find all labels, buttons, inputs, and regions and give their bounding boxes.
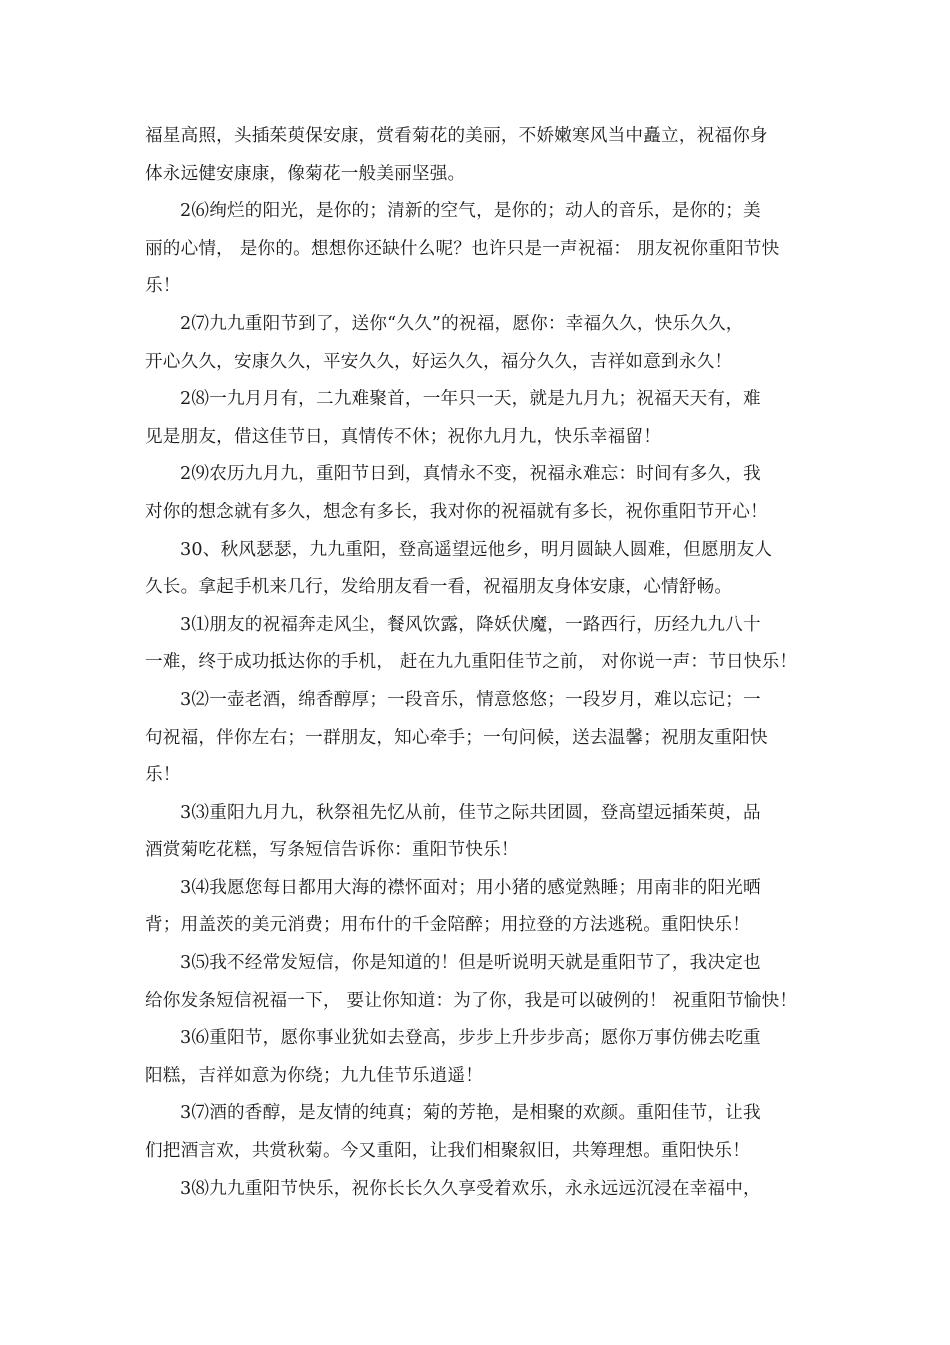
text-line: 丽的心情， 是你的。想想你还缺什么呢？也许只是一声祝福： 朋友祝你重阳节快 (145, 238, 780, 259)
text-line: 福星高照，头插茱萸保安康，赏看菊花的美丽，不娇嫩寒风当中矗立，祝福你身 (145, 126, 768, 146)
text-line: 酒赏菊吃花糕，写条短信告诉你：重阳节快乐！ (145, 840, 519, 861)
text-line: 给你发条短信祝福一下， 要让你知道：为了你，我是可以破例的！ 祝重阳节愉快！ (145, 990, 798, 1011)
text-line: 句祝福，伴你左右；一群朋友，知心牵手；一句问候，送去温馨；祝朋友重阳快 (145, 727, 768, 748)
text-line: 2⑺九九重阳节到了，送你“久久”的祝福，愿你：幸福久久，快乐久久， (180, 313, 744, 334)
text-line: 阳糕，吉祥如意为你绕；九九佳节乐逍遥！ (145, 1065, 484, 1086)
text-line: 久长。拿起手机来几行，发给朋友看一看，祝福朋友身体安康，心情舒畅。 (145, 577, 733, 598)
text-line: 对你的想念就有多久，想念有多长，我对你的祝福就有多长，祝你重阳节开心！ (145, 501, 768, 522)
text-line: 3⑹重阳节，愿你事业犹如去登高，步步上升步步高；愿你万事仿佛去吃重 (180, 1028, 761, 1049)
text-line: 3⑸我不经常发短信，你是知道的！但是听说明天就是重阳节了，我决定也 (180, 953, 761, 974)
text-line: 开心久久，安康久久，平安久久，好运久久，福分久久，吉祥如意到永久！ (145, 351, 733, 372)
text-line: 3⑴朋友的祝福奔走风尘，餐风饮露，降妖伏魔，一路西行，历经九九八十 (180, 614, 761, 635)
text-line: 乐！ (145, 765, 181, 786)
text-line: 们把酒言欢，共赏秋菊。今又重阳，让我们相聚叙旧，共筹理想。重阳快乐！ (145, 1141, 750, 1162)
text-line: 见是朋友，借这佳节日，真情传不休；祝你九月九，快乐幸福留！ (145, 426, 662, 447)
text-line: 2⑼农历九月九，重阳节日到，真情永不变，祝福永难忘：时间有多久，我 (180, 464, 761, 485)
text-line: 乐！ (145, 276, 181, 297)
text-line: 3⑷我愿您每日都用大海的襟怀面对；用小猪的感觉熟睡；用南非的阳光晒 (180, 877, 761, 898)
document-body-text (145, 118, 810, 1208)
text-line: 背；用盖茨的美元消费；用布什的千金陪醉；用拉登的方法逃税。重阳快乐！ (145, 915, 750, 936)
text-line: 2⑻一九月月有，二九难聚首，一年只一天，就是九月九；祝福天天有，难 (180, 389, 761, 410)
text-line: 3⑻九九重阳节快乐，祝你长长久久享受着欢乐，永永远远沉浸在幸福中， (180, 1178, 761, 1199)
text-line: 体永远健安康康，像菊花一般美丽坚强。 (145, 163, 466, 184)
text-line: 3⑶重阳九月九，秋祭祖先忆从前，佳节之际共团圆，登高望远插茱萸，品 (180, 802, 761, 823)
text-line: 3⑵一壶老酒，绵香醇厚；一段音乐，情意悠悠；一段岁月，难以忘记；一 (180, 689, 761, 710)
text-line: 30、秋风瑟瑟，九九重阳，登高遥望远他乡，明月圆缺人圆难，但愿朋友人 (180, 539, 773, 560)
text-line: 3⑺酒的香醇，是友情的纯真；菊的芳艳，是相聚的欢颜。重阳佳节，让我 (180, 1103, 761, 1124)
text-line: 一难，终于成功抵达你的手机， 赶在九九重阳佳节之前， 对你说一声：节日快乐！ (145, 652, 798, 673)
text-line: 2⑹绚烂的阳光，是你的；清新的空气，是你的；动人的音乐，是你的；美 (180, 201, 761, 222)
